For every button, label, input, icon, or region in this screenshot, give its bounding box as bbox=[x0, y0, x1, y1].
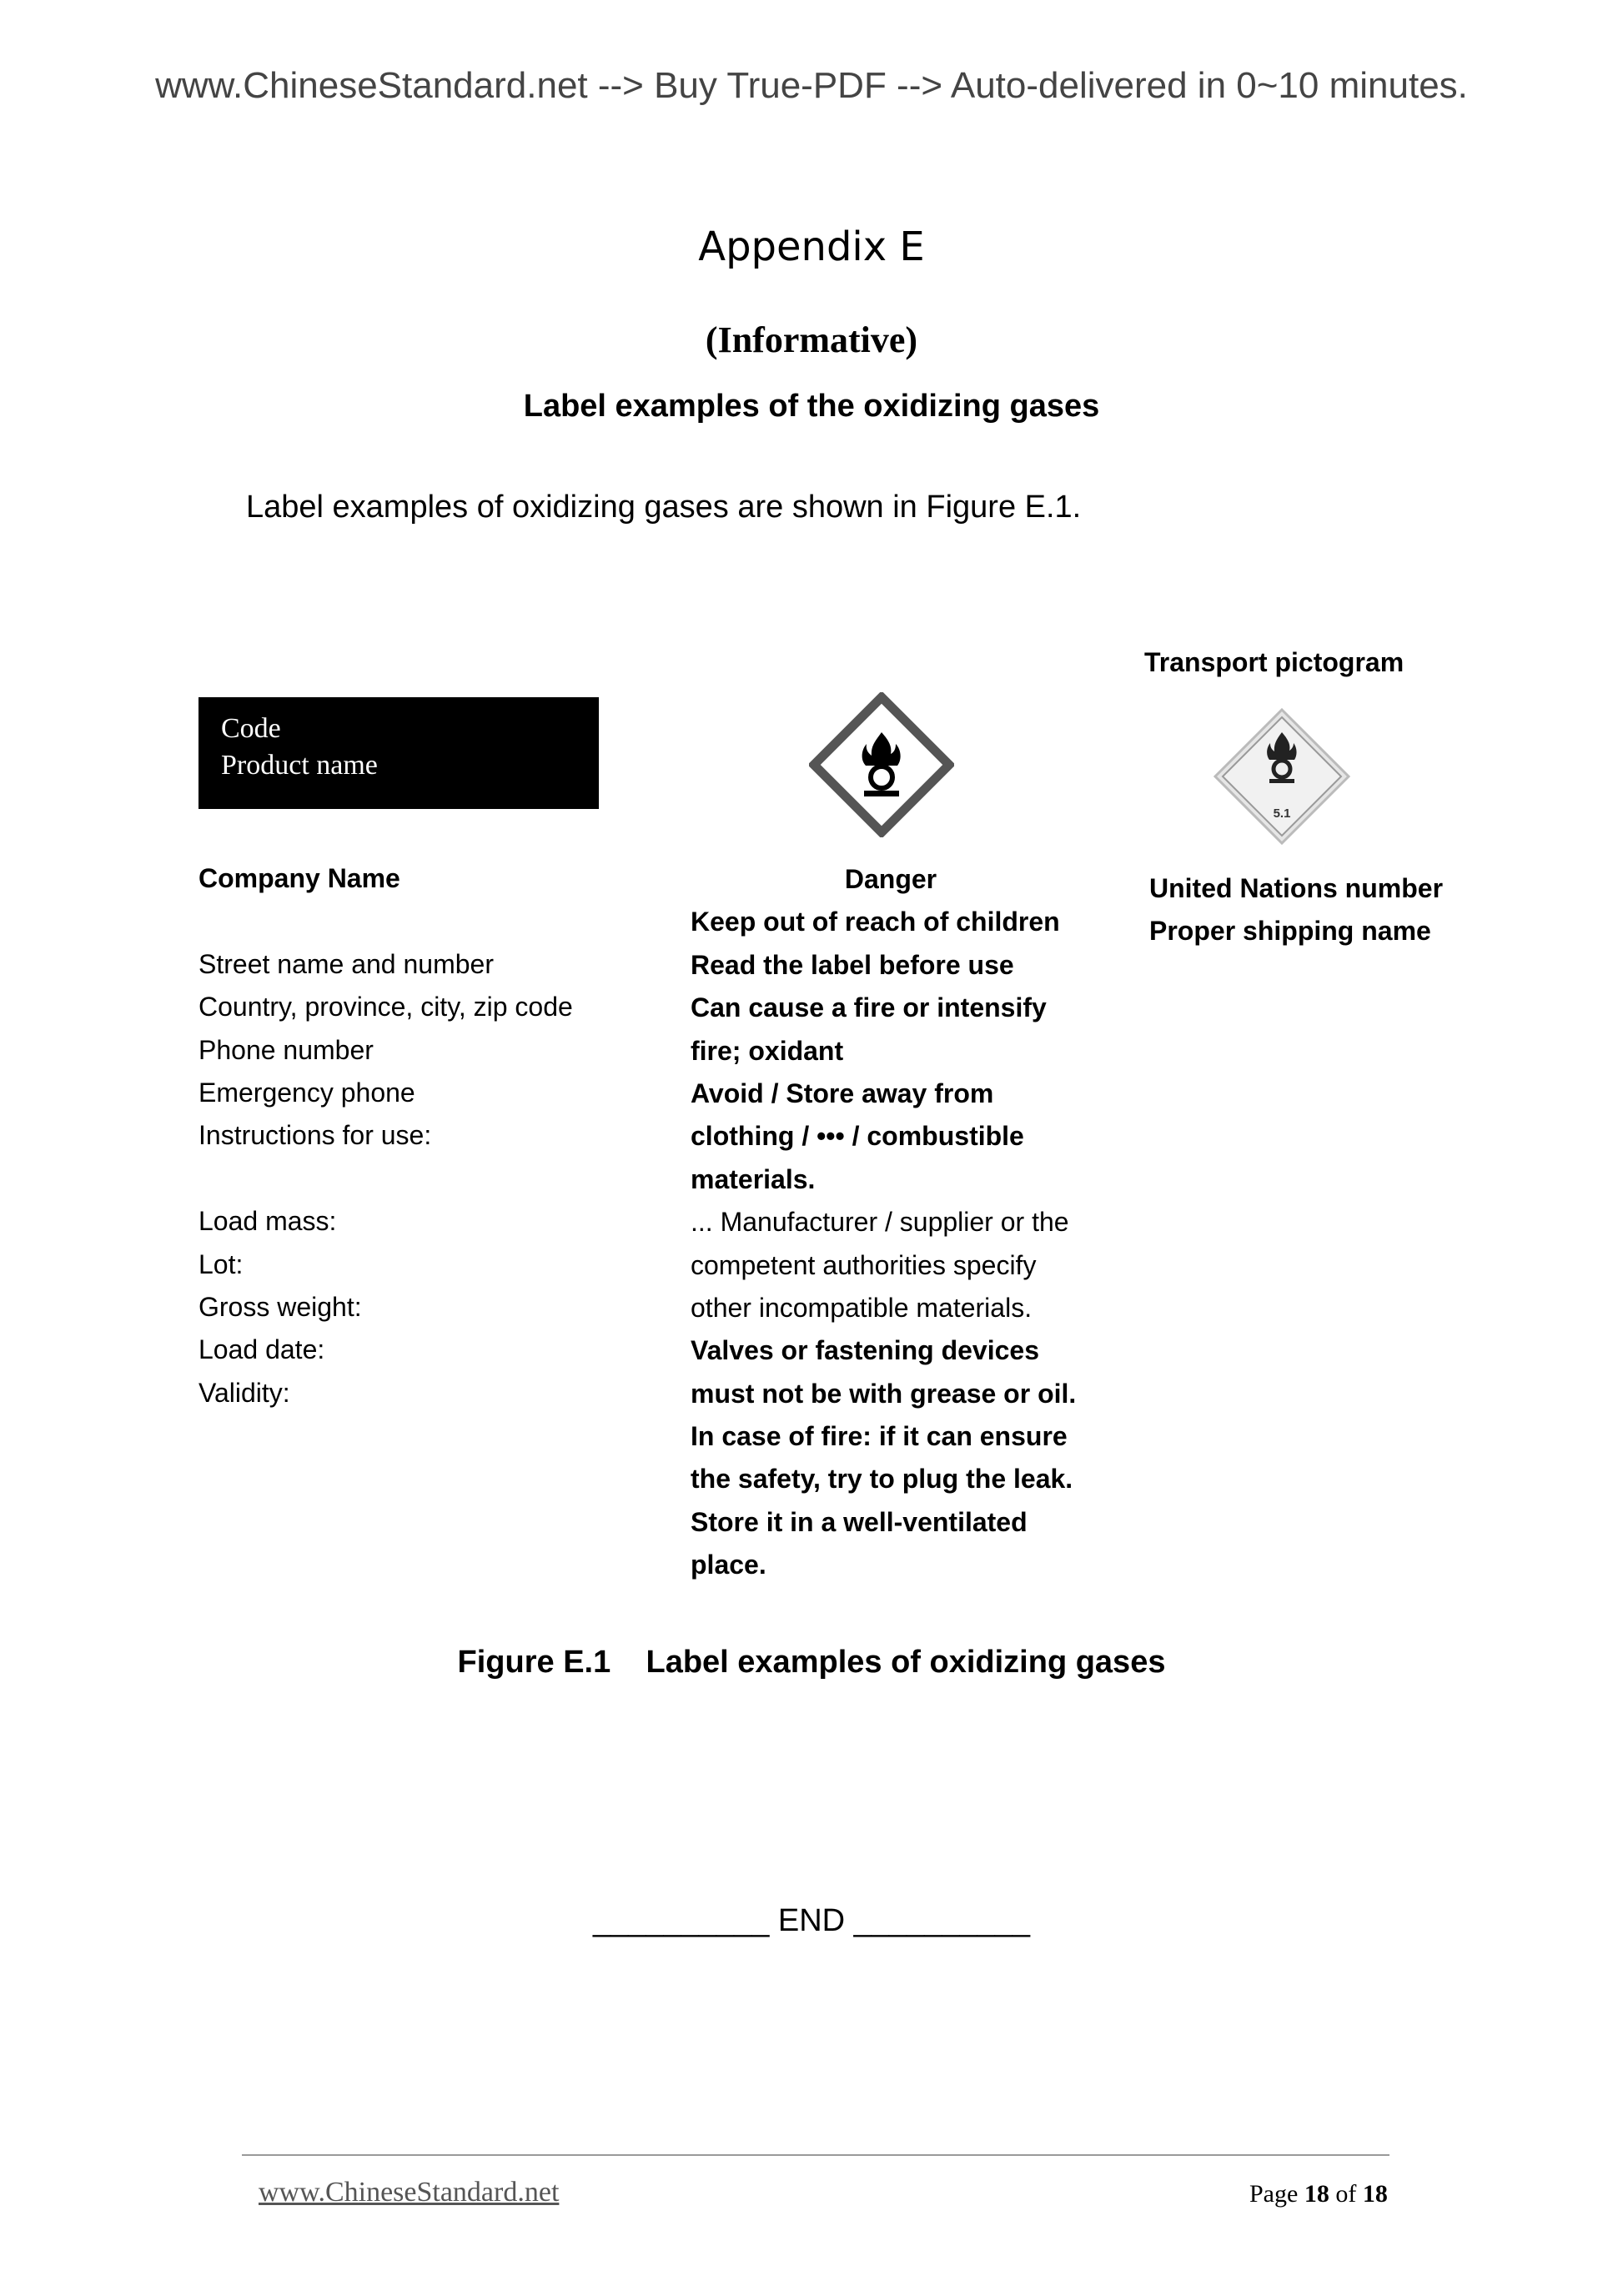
hazard-line: Can cause a fire or intensify bbox=[691, 992, 1047, 1023]
hazard-line: other incompatible materials. bbox=[691, 1292, 1033, 1323]
end-marker: __________ END __________ bbox=[592, 1903, 1031, 1938]
emergency-phone-line: Emergency phone bbox=[198, 1077, 415, 1108]
page-number bbox=[1249, 2180, 1388, 2208]
code-text: Code bbox=[221, 713, 281, 744]
page-of: of bbox=[1335, 2180, 1357, 2208]
street-name-line: Street name and number bbox=[198, 948, 494, 979]
figure-caption-text: Label examples of oxidizing gases bbox=[646, 1645, 1166, 1680]
appendix-subtitle: Label examples of the oxidizing gases bbox=[523, 389, 1100, 424]
hazard-line: must not be with grease or oil. bbox=[691, 1378, 1077, 1409]
hazard-line: Store it in a well-ventilated bbox=[691, 1506, 1028, 1537]
intro-paragraph: Label examples of oxidizing gases are shown in Figure E.1. bbox=[246, 490, 1082, 525]
hazard-line: Avoid / Store away from bbox=[691, 1078, 994, 1108]
page-total: 18 bbox=[1362, 2180, 1388, 2208]
hazard-line: ... Manufacturer / supplier or the bbox=[691, 1207, 1069, 1238]
hazard-line: fire; oxidant bbox=[691, 1035, 844, 1066]
company-name: Company Name bbox=[198, 863, 400, 893]
hazard-line: Read the label before use bbox=[691, 949, 1014, 980]
gross-weight-line: Gross weight: bbox=[198, 1291, 362, 1322]
shipping-name-line: Proper shipping name bbox=[1149, 916, 1431, 947]
transport-info-column bbox=[1149, 867, 1443, 953]
spacer-line bbox=[198, 1158, 573, 1200]
figure-number: Figure E.1 bbox=[457, 1645, 611, 1680]
instructions-line: Instructions for use: bbox=[198, 1120, 432, 1151]
signal-word: Danger bbox=[844, 864, 937, 894]
hazard-line: the safety, try to plug the leak. bbox=[691, 1464, 1073, 1495]
code-product-box bbox=[198, 697, 599, 809]
appendix-title: Appendix E bbox=[698, 224, 925, 270]
oxidizer-pictogram-icon bbox=[809, 692, 954, 837]
hazard-line: place. bbox=[691, 1550, 766, 1580]
transport-class-number: 5.1 bbox=[1273, 806, 1291, 821]
informative-label: (Informative) bbox=[705, 319, 918, 360]
hazard-line: Valves or fastening devices bbox=[691, 1335, 1039, 1366]
validity-line: Validity: bbox=[198, 1377, 290, 1408]
un-number-line: United Nations number bbox=[1149, 873, 1444, 903]
hazard-line: In case of fire: if it can ensure bbox=[691, 1421, 1068, 1452]
hazard-line: clothing / ••• / combustible bbox=[691, 1121, 1024, 1152]
hazard-line: competent authorities specify bbox=[691, 1249, 1037, 1280]
hazard-line: Keep out of reach of children bbox=[691, 907, 1060, 937]
product-name-text: Product name bbox=[221, 750, 378, 781]
figure-caption bbox=[0, 1645, 1623, 1681]
load-date-line: Load date: bbox=[198, 1334, 325, 1365]
class-5-1-oxidizer-icon bbox=[1213, 707, 1351, 846]
footer-divider bbox=[242, 2154, 1389, 2156]
phone-line: Phone number bbox=[198, 1034, 374, 1065]
country-line: Country, province, city, zip code bbox=[198, 992, 573, 1022]
header-banner: www.ChineseStandard.net --> Buy True-PDF --> Auto-delivered in 0~10 minutes. bbox=[155, 65, 1468, 106]
hazard-statements-column bbox=[691, 858, 1091, 1587]
company-info-column bbox=[198, 857, 573, 1414]
transport-pictogram-title: Transport pictogram bbox=[1144, 647, 1404, 677]
load-mass-line: Load mass: bbox=[198, 1206, 337, 1237]
spacer-line bbox=[198, 900, 573, 942]
lot-line: Lot: bbox=[198, 1248, 244, 1279]
page-current: 18 bbox=[1304, 2180, 1329, 2208]
page-word: Page bbox=[1249, 2180, 1299, 2208]
footer-site-link[interactable]: www.ChineseStandard.net bbox=[259, 2177, 560, 2208]
hazard-line: materials. bbox=[691, 1163, 816, 1194]
